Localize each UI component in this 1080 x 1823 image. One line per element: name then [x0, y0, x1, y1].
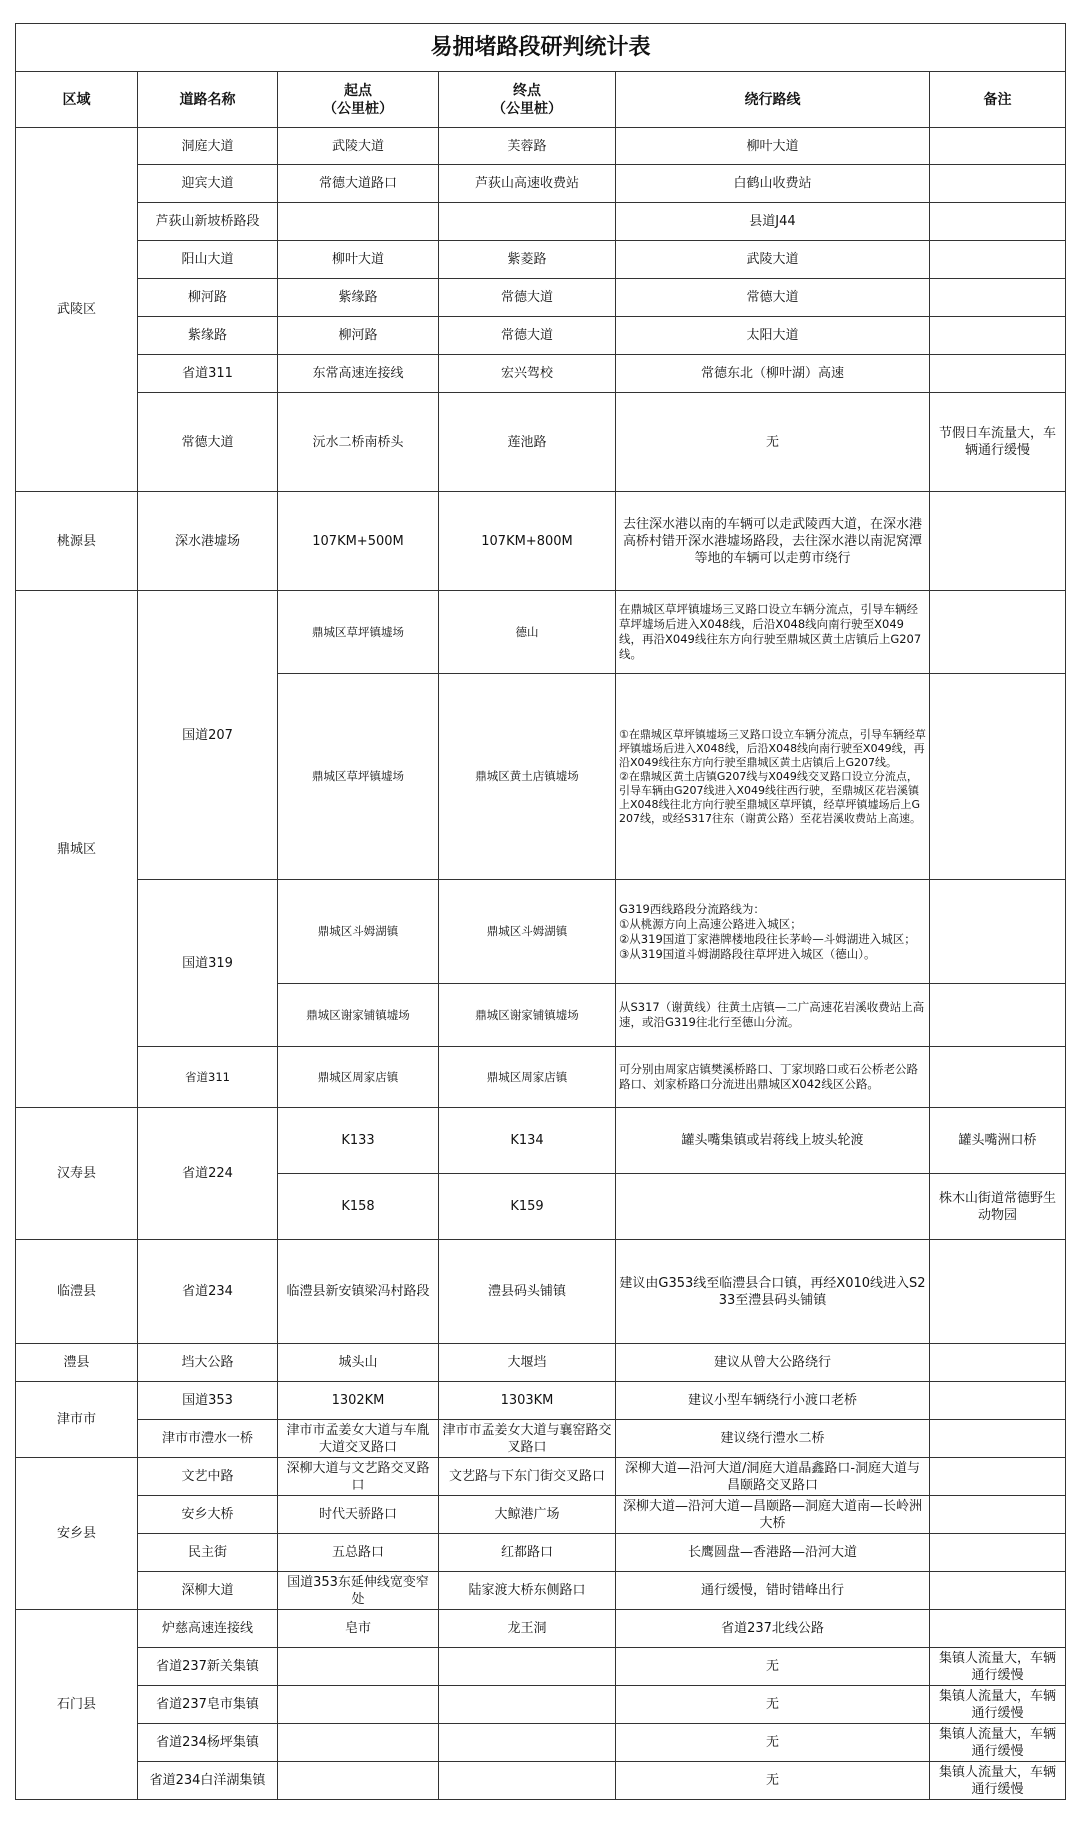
note-cell: 集镇人流量大，车辆通行缓慢 — [930, 1762, 1066, 1800]
end-cell: 文艺路与下东门街交叉路口 — [439, 1458, 616, 1496]
note-cell — [930, 674, 1066, 880]
road-cell: 炉慈高速连接线 — [138, 1610, 278, 1648]
table-row — [16, 1762, 1066, 1800]
end-cell: 常德大道 — [439, 317, 616, 355]
table-title: 易拥堵路段研判统计表 — [16, 24, 1066, 72]
detour-cell: 白鹤山收费站 — [616, 165, 930, 203]
detour-cell: 从S317（谢黄线）往黄土店镇—二广高速花岩溪收费站上高速，或沿G319往北行至德山分流。 — [616, 984, 930, 1047]
table-row — [16, 1610, 1066, 1648]
table-row — [16, 492, 1066, 591]
start-cell: 沅水二桥南桥头 — [278, 393, 439, 492]
start-cell: 鼎城区草坪镇墟场 — [278, 591, 439, 674]
header-start: 起点 （公里桩） — [278, 72, 439, 128]
table-row — [16, 241, 1066, 279]
road-cell: 省道234杨坪集镇 — [138, 1724, 278, 1762]
table-row — [16, 1047, 1066, 1108]
end-cell: 陆家渡大桥东侧路口 — [439, 1572, 616, 1610]
detour-cell: 无 — [616, 1686, 930, 1724]
header-region: 区域 — [16, 72, 138, 128]
road-cell: 民主街 — [138, 1534, 278, 1572]
table-row — [16, 880, 1066, 984]
note-cell — [930, 1458, 1066, 1496]
start-cell — [278, 1686, 439, 1724]
table-row — [16, 393, 1066, 492]
note-cell — [930, 317, 1066, 355]
note-cell — [930, 492, 1066, 591]
detour-cell: 建议从曾大公路绕行 — [616, 1344, 930, 1382]
end-cell: 鼎城区斗姆湖镇 — [439, 880, 616, 984]
road-cell: 阳山大道 — [138, 241, 278, 279]
end-cell: K159 — [439, 1174, 616, 1240]
note-cell — [930, 1344, 1066, 1382]
end-cell: 澧县码头铺镇 — [439, 1240, 616, 1344]
detour-cell: 常德东北（柳叶湖）高速 — [616, 355, 930, 393]
table-row — [16, 1382, 1066, 1420]
start-cell: 鼎城区斗姆湖镇 — [278, 880, 439, 984]
road-cell: 省道237新关集镇 — [138, 1648, 278, 1686]
start-cell: K133 — [278, 1108, 439, 1174]
table-row — [16, 1240, 1066, 1344]
start-cell: K158 — [278, 1174, 439, 1240]
table-row — [16, 279, 1066, 317]
detour-cell: 无 — [616, 1648, 930, 1686]
road-cell: 安乡大桥 — [138, 1496, 278, 1534]
road-cell: 省道224 — [138, 1108, 278, 1240]
start-cell — [278, 203, 439, 241]
end-cell: 107KM+800M — [439, 492, 616, 591]
note-cell: 株木山街道常德野生动物园 — [930, 1174, 1066, 1240]
region-cell: 津市市 — [16, 1382, 138, 1458]
detour-cell: 在鼎城区草坪镇墟场三叉路口设立车辆分流点，引导车辆经草坪墟场后进入X048线，后沿X048线向南行驶至X049线，再沿X049线往东方向行驶至鼎城区黄土店镇后上G207线。 — [616, 591, 930, 674]
start-cell: 1302KM — [278, 1382, 439, 1420]
detour-cell: ①在鼎城区草坪镇墟场三叉路口设立车辆分流点，引导车辆经草坪镇墟场后进入X048线，后沿X048线向南行驶至X049线，再沿X049线往东方向行驶至鼎城区黄土店镇后上G207线。 ②在鼎城区黄土店镇G207线与X049线交叉路口设立分流点，引导车辆由G207线进入X049线往西行驶，至鼎城区花岩溪镇上X048线往北方向行驶至鼎城区草坪镇，经草坪镇墟场后上G207线，或经S317往东（谢黄公路）至花岩溪收费站上高速。 — [616, 674, 930, 880]
road-cell: 芦荻山新坡桥路段 — [138, 203, 278, 241]
note-cell — [930, 355, 1066, 393]
detour-cell: 无 — [616, 393, 930, 492]
note-cell — [930, 203, 1066, 241]
end-cell: 常德大道 — [439, 279, 616, 317]
note-cell — [930, 241, 1066, 279]
start-cell: 津市市孟姜女大道与车胤大道交叉路口 — [278, 1420, 439, 1458]
start-cell: 柳叶大道 — [278, 241, 439, 279]
road-cell: 省道234 — [138, 1240, 278, 1344]
table-row — [16, 1648, 1066, 1686]
road-cell: 国道207 — [138, 591, 278, 880]
detour-cell: 省道237北线公路 — [616, 1610, 930, 1648]
header-note: 备注 — [930, 72, 1066, 128]
end-cell: 大堰垱 — [439, 1344, 616, 1382]
start-cell: 临澧县新安镇梁冯村路段 — [278, 1240, 439, 1344]
start-cell: 武陵大道 — [278, 128, 439, 165]
note-cell — [930, 1572, 1066, 1610]
table-row — [16, 203, 1066, 241]
road-cell: 紫缘路 — [138, 317, 278, 355]
note-cell — [930, 165, 1066, 203]
table-row — [16, 591, 1066, 674]
start-cell: 鼎城区谢家铺镇墟场 — [278, 984, 439, 1047]
end-cell: 津市市孟姜女大道与襄窑路交叉路口 — [439, 1420, 616, 1458]
start-cell: 城头山 — [278, 1344, 439, 1382]
start-cell: 皂市 — [278, 1610, 439, 1648]
table-row — [16, 128, 1066, 165]
table-row — [16, 165, 1066, 203]
note-cell — [930, 1047, 1066, 1108]
header-detour: 绕行路线 — [616, 72, 930, 128]
note-cell — [930, 279, 1066, 317]
road-cell: 迎宾大道 — [138, 165, 278, 203]
end-cell — [439, 1724, 616, 1762]
region-cell: 武陵区 — [16, 128, 138, 492]
header-row — [16, 72, 1066, 128]
detour-cell: 罐头嘴集镇或岩蒋线上坡头轮渡 — [616, 1108, 930, 1174]
end-cell: 鼎城区谢家铺镇墟场 — [439, 984, 616, 1047]
note-cell — [930, 880, 1066, 984]
detour-cell: 建议由G353线至临澧县合口镇，再经X010线进入S233至澧县码头铺镇 — [616, 1240, 930, 1344]
region-cell: 汉寿县 — [16, 1108, 138, 1240]
road-cell: 省道311 — [138, 355, 278, 393]
note-cell — [930, 1496, 1066, 1534]
end-cell: 1303KM — [439, 1382, 616, 1420]
note-cell — [930, 128, 1066, 165]
note-cell — [930, 1240, 1066, 1344]
end-cell: 紫菱路 — [439, 241, 616, 279]
end-cell: 宏兴驾校 — [439, 355, 616, 393]
start-cell: 紫缘路 — [278, 279, 439, 317]
table-row — [16, 1534, 1066, 1572]
note-cell — [930, 1610, 1066, 1648]
table-row — [16, 1572, 1066, 1610]
detour-cell: G319西线路段分流路线为： ①从桃源方向上高速公路进入城区； ②从319国道丁家港牌楼地段往长茅岭—斗姆湖进入城区； ③从319国道斗姆湖路段往草坪进入城区（德山）。 — [616, 880, 930, 984]
end-cell — [439, 1648, 616, 1686]
end-cell: K134 — [439, 1108, 616, 1174]
road-cell: 文艺中路 — [138, 1458, 278, 1496]
end-cell — [439, 1762, 616, 1800]
end-cell: 鼎城区黄土店镇墟场 — [439, 674, 616, 880]
region-cell: 鼎城区 — [16, 591, 138, 1108]
congestion-table — [15, 23, 1066, 1800]
detour-cell — [616, 1174, 930, 1240]
end-cell — [439, 203, 616, 241]
road-cell: 津市市澧水一桥 — [138, 1420, 278, 1458]
region-cell: 安乡县 — [16, 1458, 138, 1610]
note-cell: 罐头嘴洲口桥 — [930, 1108, 1066, 1174]
note-cell — [930, 1382, 1066, 1420]
note-cell — [930, 591, 1066, 674]
start-cell: 常德大道路口 — [278, 165, 439, 203]
detour-cell: 武陵大道 — [616, 241, 930, 279]
start-cell: 鼎城区周家店镇 — [278, 1047, 439, 1108]
start-cell — [278, 1724, 439, 1762]
note-cell — [930, 1420, 1066, 1458]
end-cell: 莲池路 — [439, 393, 616, 492]
table-row — [16, 355, 1066, 393]
start-cell — [278, 1648, 439, 1686]
start-cell: 深柳大道与文艺路交叉路口 — [278, 1458, 439, 1496]
end-cell: 鼎城区周家店镇 — [439, 1047, 616, 1108]
road-cell: 省道237皂市集镇 — [138, 1686, 278, 1724]
statistics-sheet — [15, 23, 1065, 1800]
road-cell: 省道234白洋湖集镇 — [138, 1762, 278, 1800]
road-cell: 深水港墟场 — [138, 492, 278, 591]
end-cell: 芦荻山高速收费站 — [439, 165, 616, 203]
region-cell: 石门县 — [16, 1610, 138, 1800]
start-cell: 时代天骄路口 — [278, 1496, 439, 1534]
table-row — [16, 1108, 1066, 1174]
detour-cell: 深柳大道—沿河大道—昌颐路—洞庭大道南—长岭洲大桥 — [616, 1496, 930, 1534]
note-cell: 节假日车流量大，车辆通行缓慢 — [930, 393, 1066, 492]
road-cell: 国道353 — [138, 1382, 278, 1420]
road-cell: 国道319 — [138, 880, 278, 1047]
header-end: 终点 （公里桩） — [439, 72, 616, 128]
header-road-name: 道路名称 — [138, 72, 278, 128]
start-cell — [278, 1762, 439, 1800]
region-cell: 临澧县 — [16, 1240, 138, 1344]
region-cell: 桃源县 — [16, 492, 138, 591]
table-row — [16, 1420, 1066, 1458]
detour-cell: 长鹰圆盘—香港路—沿河大道 — [616, 1534, 930, 1572]
start-cell: 东常高速连接线 — [278, 355, 439, 393]
road-cell: 省道311 — [138, 1047, 278, 1108]
table-row — [16, 317, 1066, 355]
end-cell: 大鲸港广场 — [439, 1496, 616, 1534]
table-row — [16, 1344, 1066, 1382]
road-cell: 深柳大道 — [138, 1572, 278, 1610]
road-cell: 柳河路 — [138, 279, 278, 317]
detour-cell: 可分别由周家店镇樊溪桥路口、丁家坝路口或石公桥老公路路口、刘家桥路口分流进出鼎城区X042线区公路。 — [616, 1047, 930, 1108]
end-cell: 红都路口 — [439, 1534, 616, 1572]
table-row — [16, 1686, 1066, 1724]
end-cell: 芙蓉路 — [439, 128, 616, 165]
detour-cell: 建议绕行澧水二桥 — [616, 1420, 930, 1458]
note-cell: 集镇人流量大，车辆通行缓慢 — [930, 1686, 1066, 1724]
region-cell: 澧县 — [16, 1344, 138, 1382]
start-cell: 五总路口 — [278, 1534, 439, 1572]
table-row — [16, 1496, 1066, 1534]
note-cell — [930, 1534, 1066, 1572]
road-cell: 洞庭大道 — [138, 128, 278, 165]
detour-cell: 深柳大道—沿河大道/洞庭大道晶鑫路口-洞庭大道与昌颐路交叉路口 — [616, 1458, 930, 1496]
detour-cell: 通行缓慢，错时错峰出行 — [616, 1572, 930, 1610]
end-cell — [439, 1686, 616, 1724]
detour-cell: 无 — [616, 1724, 930, 1762]
detour-cell: 建议小型车辆绕行小渡口老桥 — [616, 1382, 930, 1420]
table-row — [16, 1458, 1066, 1496]
start-cell: 107KM+500M — [278, 492, 439, 591]
start-cell: 国道353东延伸线宽变窄处 — [278, 1572, 439, 1610]
detour-cell: 常德大道 — [616, 279, 930, 317]
start-cell: 柳河路 — [278, 317, 439, 355]
detour-cell: 太阳大道 — [616, 317, 930, 355]
road-cell: 常德大道 — [138, 393, 278, 492]
end-cell: 龙王洞 — [439, 1610, 616, 1648]
end-cell: 德山 — [439, 591, 616, 674]
road-cell: 垱大公路 — [138, 1344, 278, 1382]
note-cell: 集镇人流量大，车辆通行缓慢 — [930, 1724, 1066, 1762]
detour-cell: 县道J44 — [616, 203, 930, 241]
note-cell: 集镇人流量大，车辆通行缓慢 — [930, 1648, 1066, 1686]
note-cell — [930, 984, 1066, 1047]
detour-cell: 无 — [616, 1762, 930, 1800]
detour-cell: 柳叶大道 — [616, 128, 930, 165]
table-row — [16, 1724, 1066, 1762]
detour-cell: 去往深水港以南的车辆可以走武陵西大道，在深水港高桥村错开深水港墟场路段，去往深水港以南泥窝潭等地的车辆可以走剪市绕行 — [616, 492, 930, 591]
start-cell: 鼎城区草坪镇墟场 — [278, 674, 439, 880]
